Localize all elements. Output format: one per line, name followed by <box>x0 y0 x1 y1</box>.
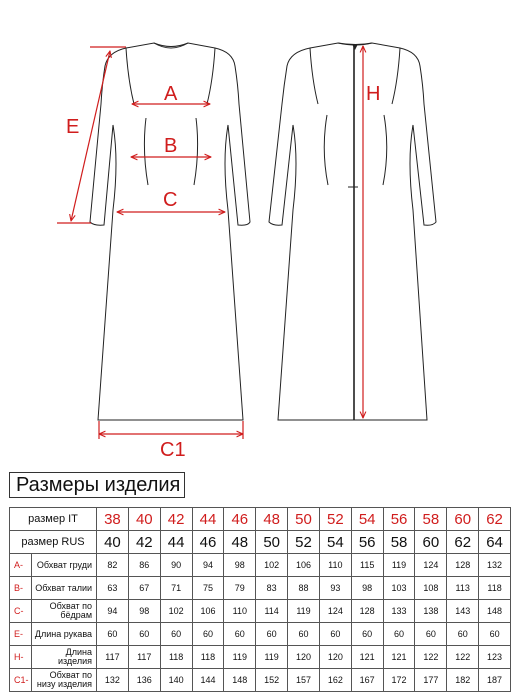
back-view <box>269 43 436 420</box>
measurement-value: 103 <box>383 577 415 600</box>
measurement-value: 79 <box>224 577 256 600</box>
rus-size-cell: 58 <box>383 531 415 554</box>
measurement-code: H- <box>10 646 32 669</box>
measurement-name: Обхват талии <box>32 577 97 600</box>
rus-size-cell: 44 <box>160 531 192 554</box>
measurement-name: Обхват по низу изделия <box>32 669 97 692</box>
front-armhole-left <box>126 48 134 104</box>
measurement-value: 63 <box>97 577 129 600</box>
measurement-value: 119 <box>224 646 256 669</box>
measurement-row <box>10 669 511 692</box>
measurement-value: 75 <box>192 577 224 600</box>
measurement-value: 60 <box>128 623 160 646</box>
measurement-value: 162 <box>319 669 351 692</box>
measurement-value: 182 <box>447 669 479 692</box>
measurement-value: 82 <box>97 554 129 577</box>
measurement-value: 90 <box>160 554 192 577</box>
measurement-value: 60 <box>97 623 129 646</box>
measurement-value: 60 <box>224 623 256 646</box>
measurement-code: A- <box>10 554 32 577</box>
rus-size-cell: 54 <box>319 531 351 554</box>
measurement-value: 187 <box>479 669 511 692</box>
measurement-value: 172 <box>383 669 415 692</box>
zipper-pull-icon <box>352 44 358 50</box>
back-armhole-left <box>310 48 318 104</box>
section-title: Размеры изделия <box>9 472 185 498</box>
measurement-value: 60 <box>415 623 447 646</box>
measurement-value: 148 <box>224 669 256 692</box>
measurement-value: 60 <box>192 623 224 646</box>
measurement-value: 118 <box>479 577 511 600</box>
it-size-cell: 44 <box>192 508 224 531</box>
measurement-value: 140 <box>160 669 192 692</box>
it-size-cell: 62 <box>479 508 511 531</box>
label-h: H <box>366 83 381 105</box>
measurement-value: 128 <box>447 554 479 577</box>
measurement-value: 60 <box>160 623 192 646</box>
front-dart-right <box>194 118 198 185</box>
measurement-value: 93 <box>319 577 351 600</box>
rus-size-cell: 56 <box>351 531 383 554</box>
it-size-cell: 58 <box>415 508 447 531</box>
measurement-value: 117 <box>97 646 129 669</box>
measurement-value: 98 <box>128 600 160 623</box>
label-e: E <box>66 116 80 138</box>
measurement-code: C- <box>10 600 32 623</box>
measurement-value: 86 <box>128 554 160 577</box>
measurement-value: 121 <box>351 646 383 669</box>
measurement-value: 110 <box>224 600 256 623</box>
measurement-value: 157 <box>288 669 320 692</box>
measurement-value: 124 <box>415 554 447 577</box>
measurement-value: 119 <box>288 600 320 623</box>
measurement-value: 132 <box>97 669 129 692</box>
measurement-value: 119 <box>383 554 415 577</box>
measurement-value: 71 <box>160 577 192 600</box>
back-dart-left <box>324 115 328 185</box>
measurement-value: 60 <box>351 623 383 646</box>
it-size-cell: 46 <box>224 508 256 531</box>
measurement-value: 123 <box>479 646 511 669</box>
measurement-row <box>10 623 511 646</box>
rus-size-cell: 62 <box>447 531 479 554</box>
measurement-value: 120 <box>288 646 320 669</box>
measurement-value: 108 <box>415 577 447 600</box>
front-armhole-right <box>207 48 215 104</box>
it-size-cell: 42 <box>160 508 192 531</box>
rus-size-cell: 42 <box>128 531 160 554</box>
measurement-name: Длина изделия <box>32 646 97 669</box>
measurement-value: 122 <box>415 646 447 669</box>
measurement-row <box>10 577 511 600</box>
measurement-value: 106 <box>192 600 224 623</box>
front-measurements <box>57 47 243 439</box>
rus-size-cell: 64 <box>479 531 511 554</box>
size-table-body <box>10 508 511 692</box>
measurement-value: 148 <box>479 600 511 623</box>
rus-size-cell: 60 <box>415 531 447 554</box>
measurement-value: 133 <box>383 600 415 623</box>
measurement-value: 60 <box>256 623 288 646</box>
label-a: A <box>164 83 178 105</box>
measurement-value: 98 <box>351 577 383 600</box>
back-outline <box>269 43 436 420</box>
measurement-value: 115 <box>351 554 383 577</box>
measurement-value: 117 <box>128 646 160 669</box>
measurement-value: 60 <box>288 623 320 646</box>
measurement-value: 98 <box>224 554 256 577</box>
measurement-code: B- <box>10 577 32 600</box>
label-b: B <box>164 135 178 157</box>
measurement-value: 60 <box>383 623 415 646</box>
measurement-name: Длина рукава <box>32 623 97 646</box>
it-size-cell: 48 <box>256 508 288 531</box>
it-size-cell: 56 <box>383 508 415 531</box>
it-size-cell: 52 <box>319 508 351 531</box>
measurement-name: Обхват по бёдрам <box>32 600 97 623</box>
it-size-row <box>10 508 511 531</box>
measurement-name: Обхват груди <box>32 554 97 577</box>
measurement-value: 67 <box>128 577 160 600</box>
measurement-row <box>10 646 511 669</box>
measurement-value: 114 <box>256 600 288 623</box>
back-dart-right <box>383 115 387 185</box>
measurement-value: 94 <box>192 554 224 577</box>
measurement-value: 118 <box>160 646 192 669</box>
measurement-code: E- <box>10 623 32 646</box>
measurement-value: 83 <box>256 577 288 600</box>
measurement-value: 138 <box>415 600 447 623</box>
rus-size-label: размер RUS <box>10 531 97 554</box>
measurement-row <box>10 554 511 577</box>
label-c1: C1 <box>160 439 186 460</box>
rus-size-row <box>10 531 511 554</box>
rus-size-cell: 52 <box>288 531 320 554</box>
measurement-value: 118 <box>192 646 224 669</box>
it-size-cell: 40 <box>128 508 160 531</box>
it-size-cell: 54 <box>351 508 383 531</box>
measurement-value: 124 <box>319 600 351 623</box>
it-size-cell: 38 <box>97 508 129 531</box>
measurement-value: 60 <box>479 623 511 646</box>
it-size-cell: 60 <box>447 508 479 531</box>
measurement-value: 128 <box>351 600 383 623</box>
it-size-cell: 50 <box>288 508 320 531</box>
measurement-value: 121 <box>383 646 415 669</box>
measurement-value: 136 <box>128 669 160 692</box>
rus-size-cell: 48 <box>224 531 256 554</box>
rus-size-cell: 50 <box>256 531 288 554</box>
measurement-row <box>10 600 511 623</box>
label-c: C <box>163 189 178 211</box>
measurement-value: 120 <box>319 646 351 669</box>
measurement-value: 60 <box>447 623 479 646</box>
size-table <box>9 507 511 692</box>
measurement-value: 122 <box>447 646 479 669</box>
measurement-code: C1- <box>10 669 32 692</box>
measurement-value: 110 <box>319 554 351 577</box>
measurement-value: 167 <box>351 669 383 692</box>
measurement-value: 119 <box>256 646 288 669</box>
measurement-value: 102 <box>256 554 288 577</box>
measurement-value: 113 <box>447 577 479 600</box>
measurement-value: 94 <box>97 600 129 623</box>
measurement-value: 143 <box>447 600 479 623</box>
measurement-value: 144 <box>192 669 224 692</box>
measurement-value: 177 <box>415 669 447 692</box>
it-size-label: размер IT <box>10 508 97 531</box>
measurement-value: 106 <box>288 554 320 577</box>
measurement-value: 152 <box>256 669 288 692</box>
rus-size-cell: 46 <box>192 531 224 554</box>
rus-size-cell: 40 <box>97 531 129 554</box>
measurement-value: 102 <box>160 600 192 623</box>
front-dart-left <box>144 118 148 185</box>
back-armhole-right <box>392 48 400 104</box>
measurement-value: 88 <box>288 577 320 600</box>
measurement-value: 60 <box>319 623 351 646</box>
measurement-value: 132 <box>479 554 511 577</box>
